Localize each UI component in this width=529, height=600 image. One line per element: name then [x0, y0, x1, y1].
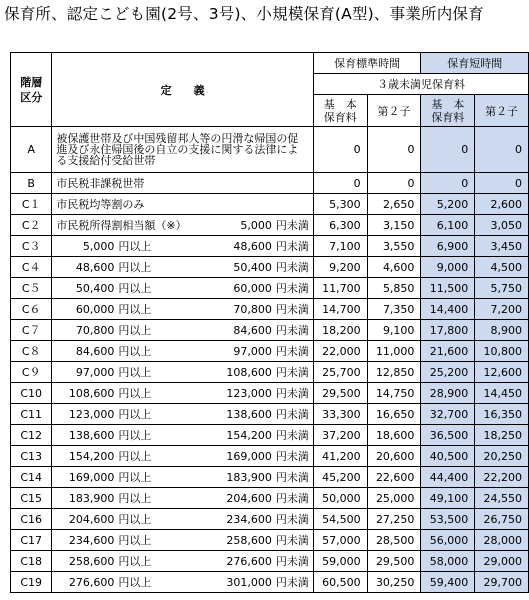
standard-time-header: 保育標準時間 [313, 53, 421, 74]
standard-second-child-cell: 9,100 [367, 320, 421, 341]
lower-bound-amount: 183,900 [68, 491, 115, 505]
short-basic-fee-cell: 17,800 [421, 320, 475, 341]
fee-table [10, 52, 529, 593]
definition-cell [52, 509, 314, 530]
short-second-child-cell: 22,200 [475, 467, 529, 488]
class-cell: C13 [11, 446, 52, 467]
header-row-1 [11, 53, 529, 74]
upper-bound-unit: 円未満 [275, 513, 309, 526]
lower-bound-unit: 円以上 [118, 408, 152, 421]
lower-bound-unit: 円以上 [118, 366, 152, 379]
lower-bound-amount: 48,600 [75, 260, 115, 274]
class-cell: C４ [11, 257, 52, 278]
standard-basic-fee-cell: 7,100 [313, 236, 367, 257]
definition-cell [52, 320, 314, 341]
standard-basic-fee-cell: 0 [313, 173, 367, 194]
short-second-child-cell: 4,500 [475, 257, 529, 278]
upper-bound-amount: 138,600 [226, 407, 272, 421]
standard-second-child-cell: 22,600 [367, 467, 421, 488]
lower-bound-unit: 円以上 [118, 345, 152, 358]
standard-second-child-cell: 25,000 [367, 488, 421, 509]
definition-range [56, 511, 309, 527]
short-basic-fee-cell: 0 [421, 127, 475, 173]
table-row [11, 236, 529, 257]
short-second-child-cell: 24,550 [475, 488, 529, 509]
definition-range [56, 406, 309, 422]
short-basic-fee-cell: 36,500 [421, 425, 475, 446]
standard-basic-fee-cell: 54,500 [313, 509, 367, 530]
definition-cell [52, 404, 314, 425]
table-row [11, 278, 529, 299]
short-basic-fee-cell: 32,700 [421, 404, 475, 425]
standard-second-child-cell: 27,250 [367, 509, 421, 530]
class-header: 階層 区分 [11, 53, 52, 127]
class-cell: C３ [11, 236, 52, 257]
lower-bound-amount: 234,600 [68, 533, 115, 547]
definition-range [56, 427, 309, 443]
short-second-child-cell: 5,750 [475, 278, 529, 299]
standard-second-child-cell: 12,850 [367, 362, 421, 383]
definition-range [56, 301, 309, 317]
definition-range [56, 553, 309, 569]
class-cell: C５ [11, 278, 52, 299]
lower-bound-amount: 204,600 [68, 512, 115, 526]
table-row [11, 572, 529, 593]
definition-cell [52, 215, 314, 236]
definition-range [56, 532, 309, 548]
definition-range [56, 322, 309, 338]
definition-cell [52, 299, 314, 320]
class-cell: C９ [11, 362, 52, 383]
short-second-child-cell: 7,200 [475, 299, 529, 320]
table-row [11, 509, 529, 530]
definition-range [56, 469, 309, 485]
upper-bound-amount: 108,600 [226, 365, 272, 379]
short-second-child-cell: 16,350 [475, 404, 529, 425]
definition-cell [52, 236, 314, 257]
definition-cell [52, 425, 314, 446]
definition-cell [52, 362, 314, 383]
definition-header: 定 義 [52, 53, 314, 127]
standard-basic-fee-cell: 6,300 [313, 215, 367, 236]
definition-cell [52, 278, 314, 299]
definition-range [56, 238, 309, 254]
table-row [11, 383, 529, 404]
definition-range [56, 490, 309, 506]
lower-bound-unit: 円以上 [118, 240, 152, 253]
class-cell: A [11, 127, 52, 173]
lower-bound-unit: 円以上 [118, 450, 152, 463]
definition-range [56, 385, 309, 401]
lower-bound-amount: 50,400 [75, 281, 115, 295]
short-basic-fee-cell: 28,900 [421, 383, 475, 404]
lower-bound-amount: 60,000 [75, 302, 115, 316]
fee-table-body [11, 53, 529, 593]
table-row [11, 467, 529, 488]
short-basic-fee-cell: 49,100 [421, 488, 475, 509]
short-second-child-cell: 14,450 [475, 383, 529, 404]
short-time-header: 保育短時間 [421, 53, 529, 74]
standard-second-child-cell: 0 [367, 173, 421, 194]
standard-second-child-cell: 28,500 [367, 530, 421, 551]
class-cell: B [11, 173, 52, 194]
short-second-child-cell: 3,050 [475, 215, 529, 236]
definition-cell [52, 383, 314, 404]
short-basic-fee-cell: 0 [421, 173, 475, 194]
class-cell: C11 [11, 404, 52, 425]
table-row [11, 530, 529, 551]
class-cell: C14 [11, 467, 52, 488]
lower-bound-amount: 154,200 [68, 449, 115, 463]
lower-bound-amount: 276,600 [68, 575, 115, 589]
short-second-child-header: 第２子 [475, 95, 529, 127]
standard-basic-fee-cell: 9,200 [313, 257, 367, 278]
short-basic-fee-cell: 6,900 [421, 236, 475, 257]
class-cell: C８ [11, 341, 52, 362]
upper-bound-unit: 円未満 [275, 303, 309, 316]
standard-basic-fee-cell: 18,200 [313, 320, 367, 341]
upper-bound-unit: 円未満 [275, 450, 309, 463]
upper-bound-amount: 123,000 [226, 386, 272, 400]
short-second-child-cell: 10,800 [475, 341, 529, 362]
upper-bound-unit: 円未満 [275, 261, 309, 274]
definition-cell [52, 257, 314, 278]
short-basic-fee-cell: 56,000 [421, 530, 475, 551]
lower-bound-amount: 70,800 [75, 323, 115, 337]
lower-bound-amount: 97,000 [75, 365, 115, 379]
upper-bound-unit: 円未満 [275, 429, 309, 442]
lower-bound-amount: 84,600 [75, 344, 115, 358]
standard-basic-fee-cell: 41,200 [313, 446, 367, 467]
lower-bound-amount: 138,600 [68, 428, 115, 442]
definition-cell [52, 341, 314, 362]
lower-bound-amount: 169,000 [68, 470, 115, 484]
upper-bound-amount: 5,000 [240, 218, 272, 232]
table-row [11, 446, 529, 467]
standard-basic-fee-cell: 45,200 [313, 467, 367, 488]
table-row [11, 551, 529, 572]
class-cell: C17 [11, 530, 52, 551]
definition-range [56, 259, 309, 275]
short-basic-fee-cell: 21,600 [421, 341, 475, 362]
standard-second-child-cell: 20,600 [367, 446, 421, 467]
upper-bound-unit: 円未満 [275, 576, 309, 589]
upper-bound-unit: 円未満 [275, 324, 309, 337]
upper-bound-amount: 97,000 [233, 344, 272, 358]
table-row [11, 173, 529, 194]
definition-range [56, 448, 309, 464]
standard-second-child-cell: 14,750 [367, 383, 421, 404]
definition-cell [52, 488, 314, 509]
lower-bound-unit: 円以上 [118, 282, 152, 295]
upper-bound-amount: 84,600 [233, 323, 272, 337]
short-basic-fee-cell: 11,500 [421, 278, 475, 299]
short-basic-fee-cell: 40,500 [421, 446, 475, 467]
standard-basic-fee-cell: 25,700 [313, 362, 367, 383]
standard-basic-fee-cell: 57,000 [313, 530, 367, 551]
upper-bound-amount: 258,600 [226, 533, 272, 547]
upper-bound-amount: 50,400 [233, 260, 272, 274]
class-cell: C７ [11, 320, 52, 341]
definition-cell: 被保護世帯及び中国残留邦人等の円滑な帰国の促進及び永住帰国後の自立の支援に関する法律による支援給付受給世帯 [52, 127, 314, 173]
upper-bound-unit: 円未満 [275, 534, 309, 547]
standard-second-child-cell: 29,500 [367, 551, 421, 572]
short-second-child-cell: 0 [475, 127, 529, 173]
short-second-child-cell: 2,600 [475, 194, 529, 215]
table-row [11, 320, 529, 341]
standard-second-child-cell: 3,550 [367, 236, 421, 257]
class-cell: C15 [11, 488, 52, 509]
definition-cell [52, 446, 314, 467]
lower-bound-amount: 123,000 [68, 407, 115, 421]
table-row [11, 341, 529, 362]
short-basic-fee-header: 基 本 保育料 [421, 95, 475, 127]
upper-bound-amount: 48,600 [233, 239, 272, 253]
standard-second-child-cell: 7,350 [367, 299, 421, 320]
short-basic-fee-cell: 44,400 [421, 467, 475, 488]
lower-bound-unit: 円以上 [118, 555, 152, 568]
lower-bound-unit: 円以上 [118, 576, 152, 589]
lower-bound-unit: 円以上 [118, 471, 152, 484]
definition-range [56, 217, 309, 233]
short-basic-fee-cell: 5,200 [421, 194, 475, 215]
definition-cell [52, 572, 314, 593]
upper-bound-amount: 204,600 [226, 491, 272, 505]
standard-second-child-cell: 30,250 [367, 572, 421, 593]
class-cell: C19 [11, 572, 52, 593]
table-row [11, 215, 529, 236]
upper-bound-amount: 276,600 [226, 554, 272, 568]
lower-bound-unit: 円以上 [118, 429, 152, 442]
short-second-child-cell: 0 [475, 173, 529, 194]
upper-bound-unit: 円未満 [275, 366, 309, 379]
standard-second-child-header: 第２子 [367, 95, 421, 127]
standard-basic-fee-cell: 14,700 [313, 299, 367, 320]
class-cell: C２ [11, 215, 52, 236]
upper-bound-unit: 円未満 [275, 219, 309, 232]
table-row [11, 425, 529, 446]
standard-basic-fee-cell: 0 [313, 127, 367, 173]
class-cell: C12 [11, 425, 52, 446]
short-second-child-cell: 26,750 [475, 509, 529, 530]
standard-basic-fee-cell: 59,000 [313, 551, 367, 572]
standard-basic-fee-cell: 5,300 [313, 194, 367, 215]
table-row [11, 362, 529, 383]
short-basic-fee-cell: 59,400 [421, 572, 475, 593]
lower-bound-amount: 108,600 [68, 386, 115, 400]
class-cell: C１ [11, 194, 52, 215]
table-row [11, 127, 529, 173]
standard-second-child-cell: 0 [367, 127, 421, 173]
upper-bound-amount: 183,900 [226, 470, 272, 484]
upper-bound-unit: 円未満 [275, 492, 309, 505]
age-group-header: ３歳未満児保育料 [313, 74, 528, 95]
lower-bound-unit: 円以上 [118, 387, 152, 400]
short-basic-fee-cell: 58,000 [421, 551, 475, 572]
page-title: 保育所、認定こども園(2号、3号)、小規模保育(A型)、事業所内保育 [4, 5, 484, 23]
short-basic-fee-cell: 14,400 [421, 299, 475, 320]
lower-bound-amount: 5,000 [82, 239, 115, 253]
definition-range [56, 364, 309, 380]
upper-bound-amount: 301,000 [226, 575, 272, 589]
standard-second-child-cell: 2,650 [367, 194, 421, 215]
definition-cell: 市民税非課税世帯 [52, 173, 314, 194]
short-basic-fee-cell: 53,500 [421, 509, 475, 530]
upper-bound-unit: 円未満 [275, 345, 309, 358]
upper-bound-amount: 169,000 [226, 449, 272, 463]
lower-bound-unit: 円以上 [118, 261, 152, 274]
class-cell: C16 [11, 509, 52, 530]
upper-bound-unit: 円未満 [275, 408, 309, 421]
short-second-child-cell: 8,900 [475, 320, 529, 341]
class-cell: C18 [11, 551, 52, 572]
standard-basic-fee-cell: 33,300 [313, 404, 367, 425]
upper-bound-unit: 円未満 [275, 282, 309, 295]
lower-bound-unit: 円以上 [118, 324, 152, 337]
standard-basic-fee-cell: 29,500 [313, 383, 367, 404]
standard-second-child-cell: 5,850 [367, 278, 421, 299]
upper-bound-unit: 円未満 [275, 240, 309, 253]
table-row [11, 194, 529, 215]
standard-basic-fee-cell: 60,500 [313, 572, 367, 593]
upper-bound-amount: 60,000 [233, 281, 272, 295]
short-basic-fee-cell: 9,000 [421, 257, 475, 278]
standard-basic-fee-header: 基 本 保育料 [313, 95, 367, 127]
standard-second-child-cell: 18,600 [367, 425, 421, 446]
short-basic-fee-cell: 25,200 [421, 362, 475, 383]
lower-bound-amount: 258,600 [68, 554, 115, 568]
short-second-child-cell: 3,450 [475, 236, 529, 257]
class-cell: C10 [11, 383, 52, 404]
table-row [11, 299, 529, 320]
short-second-child-cell: 20,250 [475, 446, 529, 467]
upper-bound-unit: 円未満 [275, 387, 309, 400]
standard-basic-fee-cell: 37,200 [313, 425, 367, 446]
standard-second-child-cell: 3,150 [367, 215, 421, 236]
standard-basic-fee-cell: 22,000 [313, 341, 367, 362]
upper-bound-amount: 154,200 [226, 428, 272, 442]
lower-bound-unit: 円以上 [118, 534, 152, 547]
definition-range [56, 574, 309, 590]
short-second-child-cell: 28,000 [475, 530, 529, 551]
short-second-child-cell: 29,700 [475, 572, 529, 593]
upper-bound-unit: 円未満 [275, 471, 309, 484]
class-cell: C６ [11, 299, 52, 320]
standard-basic-fee-cell: 11,700 [313, 278, 367, 299]
lower-bound-unit: 円以上 [118, 513, 152, 526]
definition-range [56, 280, 309, 296]
table-row [11, 404, 529, 425]
short-basic-fee-cell: 6,100 [421, 215, 475, 236]
short-second-child-cell: 29,000 [475, 551, 529, 572]
upper-bound-amount: 70,800 [233, 302, 272, 316]
table-row [11, 488, 529, 509]
standard-second-child-cell: 16,650 [367, 404, 421, 425]
upper-bound-amount: 234,600 [226, 512, 272, 526]
short-second-child-cell: 18,250 [475, 425, 529, 446]
table-row [11, 257, 529, 278]
definition-cell [52, 551, 314, 572]
standard-second-child-cell: 11,000 [367, 341, 421, 362]
definition-cell [52, 467, 314, 488]
short-second-child-cell: 12,600 [475, 362, 529, 383]
definition-range [56, 343, 309, 359]
standard-basic-fee-cell: 50,000 [313, 488, 367, 509]
lower-bound-unit: 円以上 [118, 492, 152, 505]
definition-cell [52, 530, 314, 551]
definition-cell: 市民税均等割のみ [52, 194, 314, 215]
lower-bound-unit: 円以上 [118, 303, 152, 316]
definition-label: 市民税所得割相当額（※） [56, 219, 187, 232]
upper-bound-unit: 円未満 [275, 555, 309, 568]
standard-second-child-cell: 4,600 [367, 257, 421, 278]
